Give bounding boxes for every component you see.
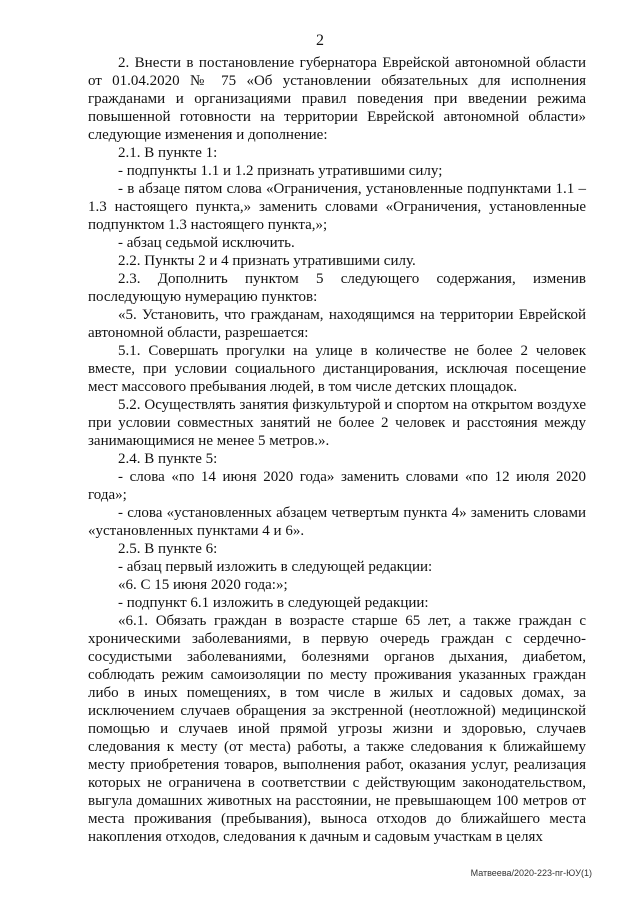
- paragraph-amendment-intro: 2. Внести в постановление губернатора Еврейской автономной области от 01.04.2020 № 75 «Об установлении обязательных для исполнения гражданами и организациями правил поведения при введении режима повышенной готовности на территории Еврейской автономной области» следующие изменения и дополнение:: [88, 55, 586, 143]
- document-body: [88, 54, 586, 846]
- paragraph-2-3: 2.3. Дополнить пунктом 5 следующего содержания, изменив последующую нумерацию пунктов:: [88, 271, 586, 305]
- paragraph-point-5-2: 5.2. Осуществлять занятия физкультурой и спортом на открытом воздухе при условии совместных занятий не более 2 человек и расстояния между занимающимися не менее 5 метров.».: [88, 397, 586, 449]
- paragraph-2-1-item-1: - подпункты 1.1 и 1.2 признать утратившими силу;: [118, 163, 443, 179]
- paragraph-2-5-heading: 2.5. В пункте 6:: [118, 541, 218, 557]
- paragraph-point-6-new: «6. С 15 июня 2020 года:»;: [118, 577, 288, 593]
- paragraph-2-4-heading: 2.4. В пункте 5:: [118, 451, 218, 467]
- document-reference-code: Матвеева/2020-223-пг-ЮУ(1): [470, 868, 592, 878]
- paragraph-2-5-item-1: - абзац первый изложить в следующей редакции:: [118, 559, 433, 575]
- paragraph-2-4-item-1: - слова «по 14 июня 2020 года» заменить словами «по 12 июля 2020 года»;: [88, 469, 586, 503]
- paragraph-2-1-item-3: - абзац седьмой исключить.: [118, 235, 295, 251]
- paragraph-point-6-1: «6.1. Обязать граждан в возрасте старше 65 лет, а также граждан с хроническими заболеваниями, в первую очередь граждан с сердечно-сосудистыми заболеваниями, болезнями органов дыхания, диабетом, соблюдать режим самоизоляции по месту проживания указанных граждан либо в иных помещениях, в том числе в жилых и садовых домах, за исключением случаев обращения за экстренной (неотложной) медицинской помощью и случаев иной прямой угрозы жизни и здоровью, случаев следования к месту (от места) работы, а также следования к ближайшему месту приобретения товаров, выполнения работ, оказания услуг, реализация которых не ограничена в соответствии с действующим законодательством, выгула домашних животных на расстоянии, не превышающем 100 метров от места проживания (пребывания), выноса отходов до ближайшего места накопления отходов, следования к дачным и садовым участкам в целях: [88, 613, 586, 845]
- paragraph-point-5-1: 5.1. Совершать прогулки на улице в количестве не более 2 человек вместе, при условии социального дистанцирования, исключая посещение мест массового пребывания людей, в том числе детских площадок.: [88, 343, 586, 395]
- paragraph-2-2: 2.2. Пункты 2 и 4 признать утратившими силу.: [118, 253, 416, 269]
- page-number: 2: [316, 32, 324, 49]
- paragraph-2-1-item-2: - в абзаце пятом слова «Ограничения, установленные подпунктами 1.1 – 1.3 настоящего пункта,» заменить словами «Ограничения, установленные подпунктом 1.3 настоящего пункта,»;: [88, 181, 586, 233]
- paragraph-2-5-item-2: - подпункт 6.1 изложить в следующей редакции:: [118, 595, 429, 611]
- paragraph-2-4-item-2: - слова «установленных абзацем четвертым пункта 4» заменить словами «установленных пунктами 4 и 6».: [88, 505, 586, 539]
- paragraph-2-1-heading: 2.1. В пункте 1:: [118, 145, 218, 161]
- paragraph-point-5: «5. Установить, что гражданам, находящимся на территории Еврейской автономной области, разрешается:: [88, 307, 586, 341]
